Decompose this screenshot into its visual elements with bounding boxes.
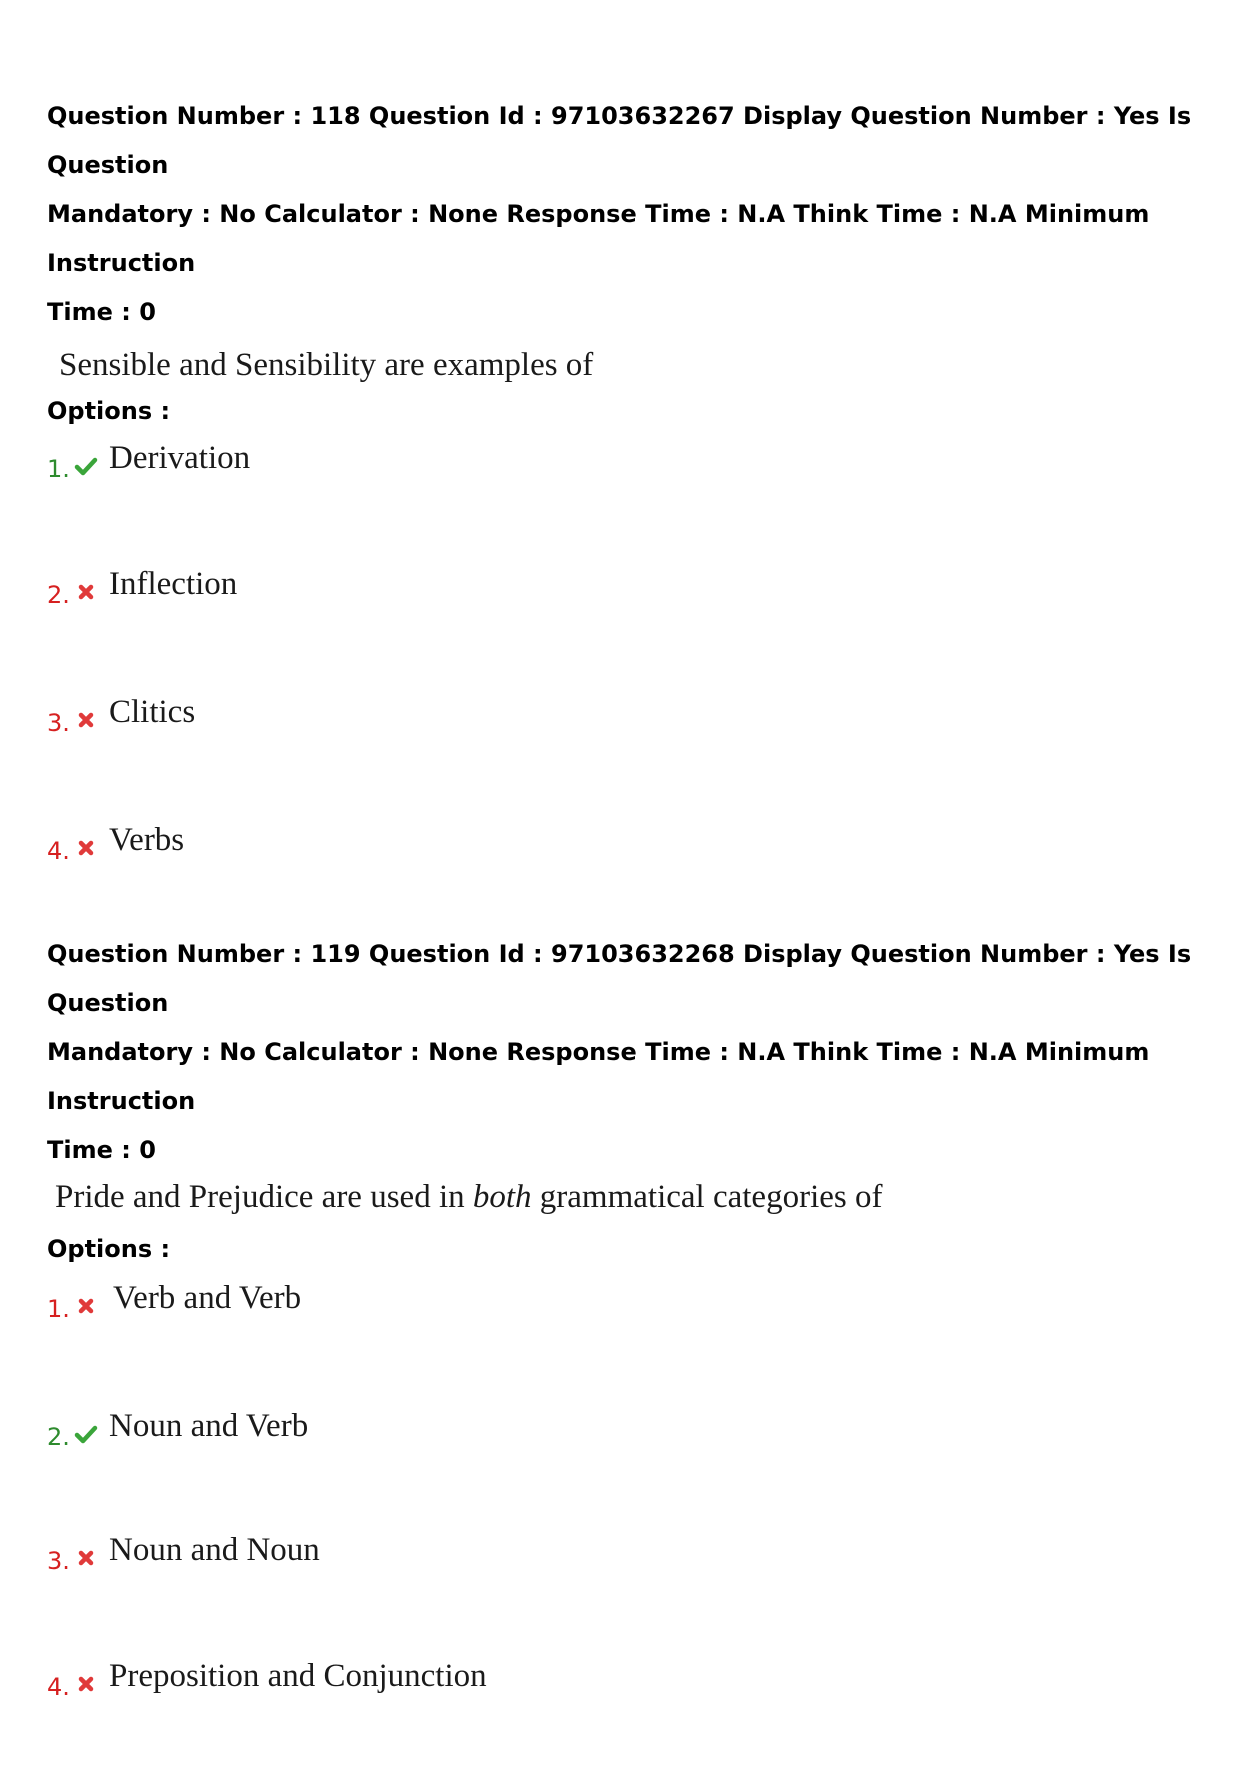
option-number: 4. (47, 837, 70, 865)
question-header-line-3: Time : 0 (47, 1136, 156, 1164)
question-text-emphasis: both (472, 1179, 532, 1215)
option-number: 3. (47, 1547, 70, 1575)
option-text: Inflection (109, 566, 238, 602)
question-header-line-1: Question Number : 119 Question Id : 97103632268 Display Question Number : Yes Is Question (47, 940, 1192, 1017)
options-label: Options : (47, 397, 171, 425)
option-text: Verbs (109, 822, 185, 858)
cross-icon (73, 1671, 99, 1697)
option-number: 3. (47, 709, 70, 737)
question-text (47, 1177, 1207, 1217)
question-text-part: Pride and Prejudice are used in (55, 1179, 473, 1215)
question-text (47, 345, 1207, 385)
check-icon (73, 1421, 99, 1447)
question-header-line-1: Question Number : 118 Question Id : 97103632267 Display Question Number : Yes Is Question (47, 102, 1192, 179)
check-icon (73, 453, 99, 479)
cross-icon (73, 579, 99, 605)
option-2 (47, 1403, 308, 1453)
option-3 (47, 1527, 320, 1577)
option-2 (47, 561, 237, 611)
option-text: Verb and Verb (113, 1280, 302, 1316)
question-header-line-2: Mandatory : No Calculator : None Response Time : N.A Think Time : N.A Minimum Instruction (47, 200, 1150, 277)
option-number: 1. (47, 1295, 70, 1323)
option-text: Noun and Noun (109, 1532, 320, 1568)
question-119 (47, 930, 1207, 1789)
option-text: Preposition and Conjunction (109, 1658, 487, 1694)
options-label: Options : (47, 1235, 171, 1263)
options-list (47, 431, 1207, 951)
question-text-part: grammatical categories of (531, 1179, 883, 1215)
option-text: Clitics (109, 694, 196, 730)
question-header-line-2: Mandatory : No Calculator : None Response Time : N.A Think Time : N.A Minimum Instruction (47, 1038, 1150, 1115)
option-text: Noun and Verb (109, 1408, 309, 1444)
option-number: 4. (47, 1673, 70, 1701)
option-4 (47, 1653, 487, 1703)
question-118 (47, 92, 1207, 951)
cross-icon (73, 707, 99, 733)
cross-icon (73, 1293, 99, 1319)
option-1 (47, 1275, 301, 1325)
cross-icon (73, 835, 99, 861)
option-number: 2. (47, 581, 70, 609)
question-header-line-3: Time : 0 (47, 298, 156, 326)
question-text-part: Sensible and Sensibility are examples of (59, 347, 594, 383)
option-number: 1. (47, 455, 70, 483)
option-text: Derivation (109, 440, 251, 476)
options-list (47, 1269, 1207, 1789)
cross-icon (73, 1545, 99, 1571)
option-3 (47, 689, 195, 739)
option-1 (47, 435, 250, 485)
option-4 (47, 817, 184, 867)
option-number: 2. (47, 1423, 70, 1451)
